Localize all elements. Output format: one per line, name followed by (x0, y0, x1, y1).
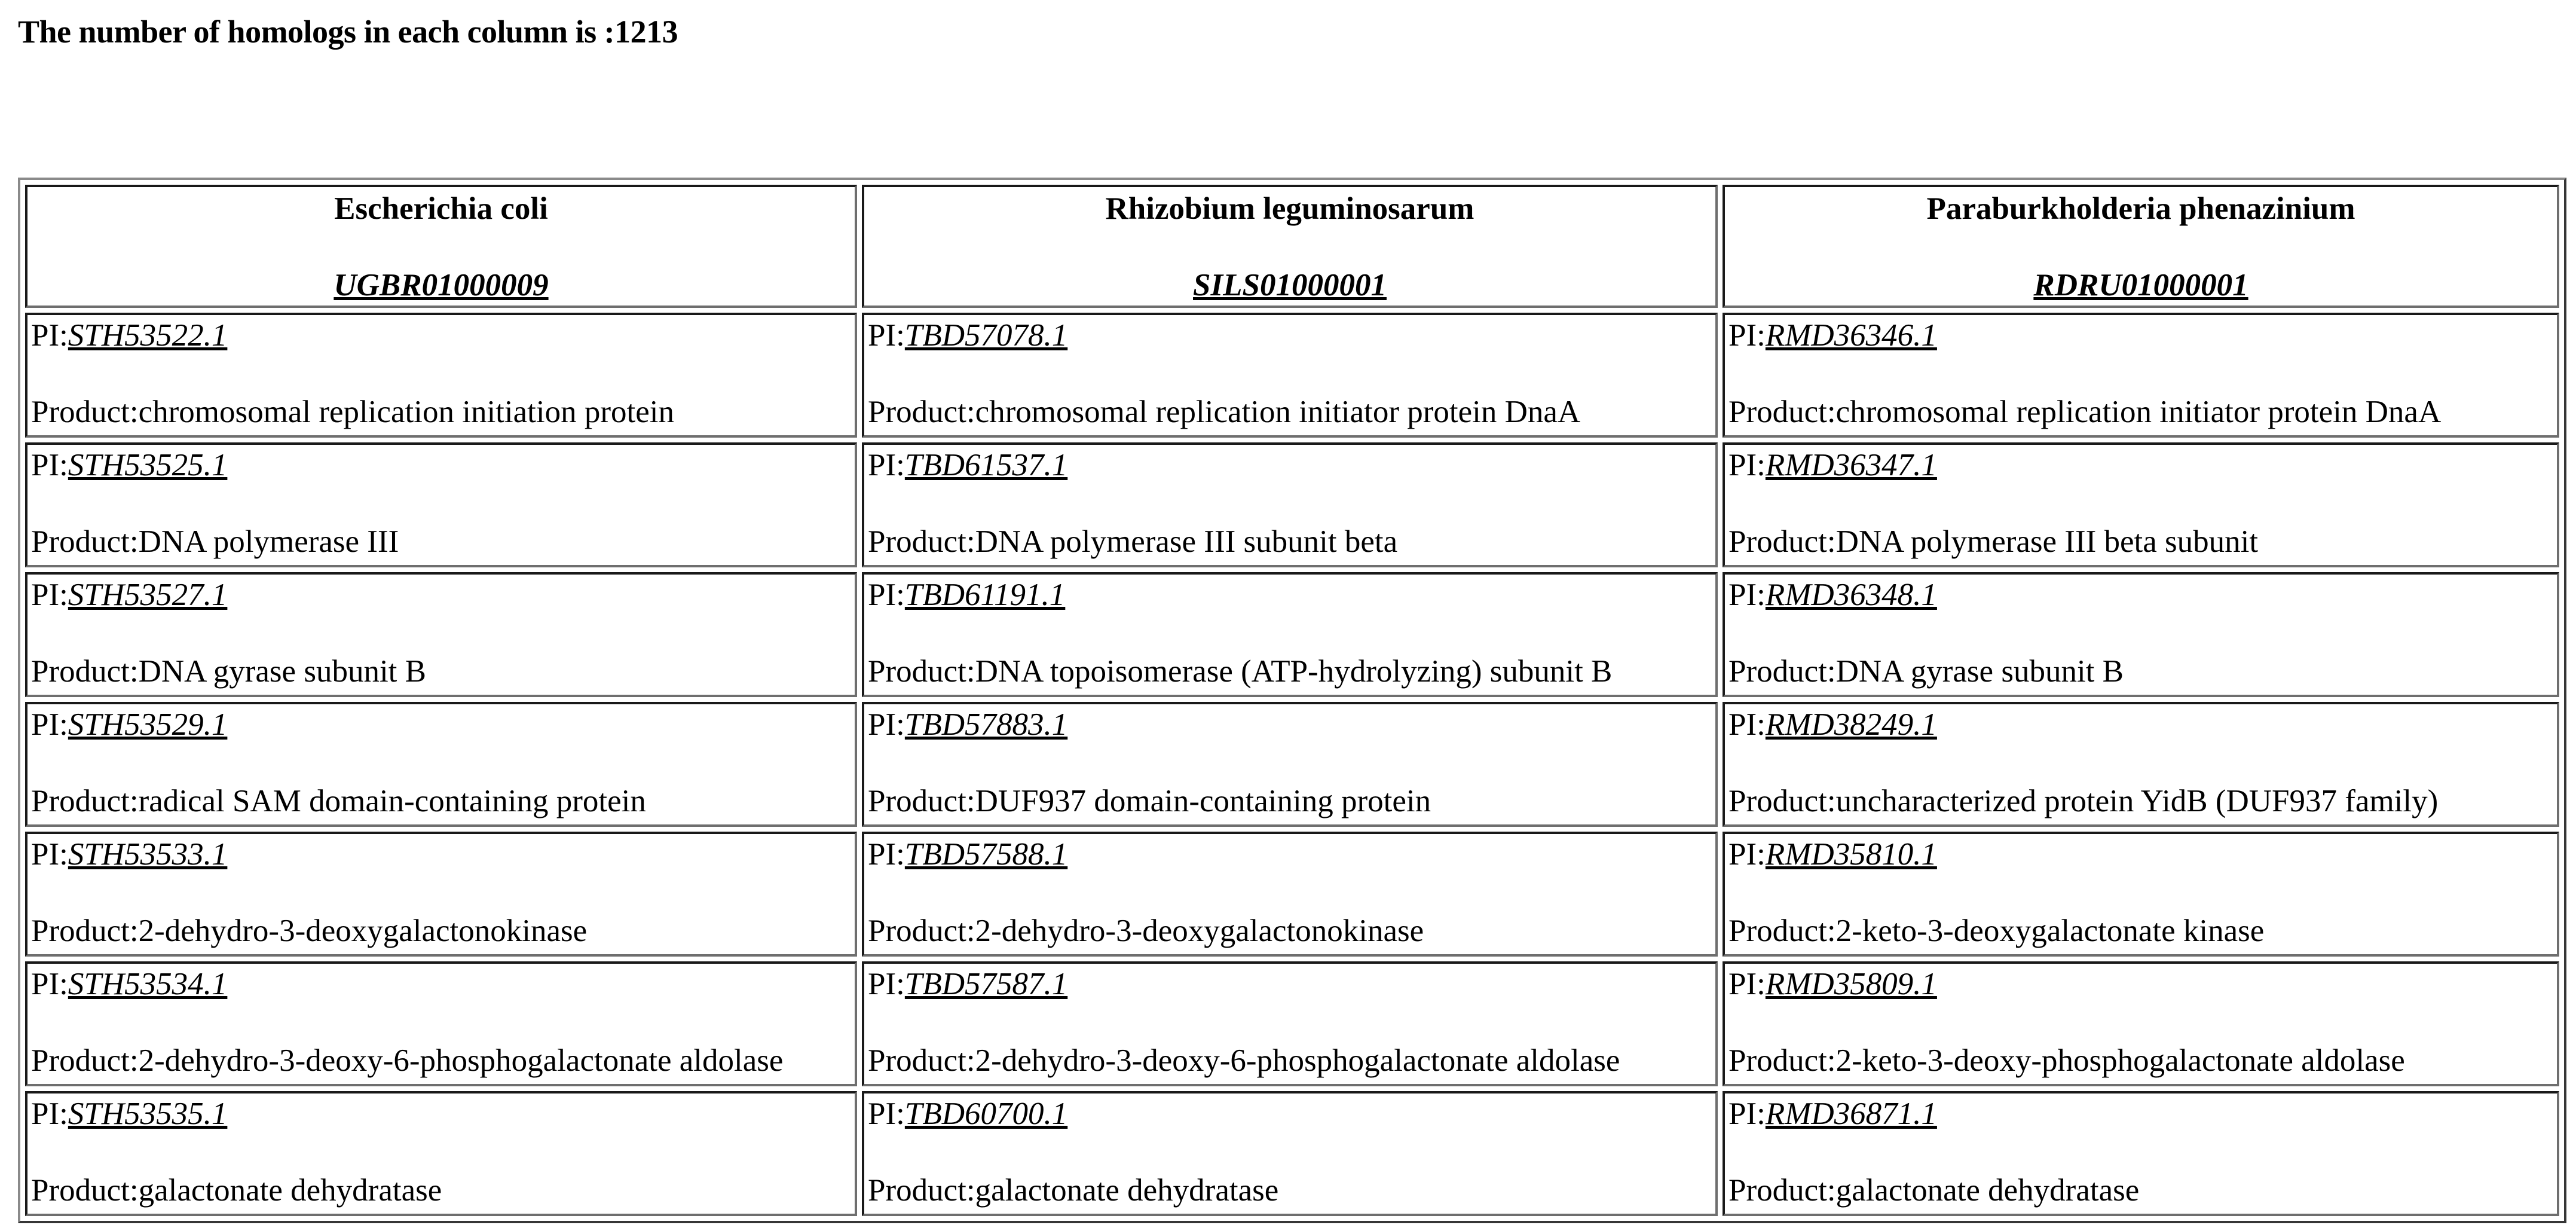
species-name: Paraburkholderia phenazinium (1926, 191, 2355, 226)
protein-id-link[interactable]: TBD61191.1 (904, 578, 1066, 612)
species-name: Rhizobium leguminosarum (1105, 191, 1474, 226)
product-name: chromosomal replication initiator protein DnaA (975, 395, 1581, 429)
protein-id-link[interactable]: RMD38249.1 (1765, 707, 1937, 742)
pi-label: PI: (868, 1096, 905, 1131)
protein-id-link[interactable]: RMD36871.1 (1765, 1096, 1937, 1131)
product-label: Product: (31, 395, 139, 429)
spacer (1728, 1133, 2553, 1171)
homolog-cell (862, 961, 1718, 1086)
homolog-cell (862, 702, 1718, 827)
pi-label: PI: (868, 448, 905, 482)
protein-id-link[interactable]: STH53533.1 (68, 837, 228, 872)
product-name: DNA gyrase subunit B (138, 654, 427, 689)
genome-accession-link[interactable]: SILS01000001 (1193, 268, 1387, 303)
pi-label: PI: (31, 967, 68, 1001)
product-label: Product: (868, 914, 975, 948)
product-name: galactonate dehydratase (138, 1173, 442, 1208)
product-label: Product: (1728, 1043, 1836, 1078)
pi-label: PI: (868, 967, 905, 1001)
table-header-row (25, 185, 2559, 308)
product-name: DNA polymerase III beta subunit (1835, 524, 2259, 559)
product-label: Product: (1728, 654, 1836, 689)
product-name: chromosomal replication initiator protein DnaA (1835, 395, 2442, 429)
product-name: 2-dehydro-3-deoxygalactonokinase (975, 914, 1424, 948)
product-name: chromosomal replication initiation protein (138, 395, 674, 429)
pi-label: PI: (1728, 707, 1766, 742)
product-name: 2-dehydro-3-deoxy-6-phosphogalactonate aldolase (138, 1043, 784, 1078)
spacer (1728, 484, 2553, 523)
spacer (31, 355, 851, 393)
product-label: Product: (868, 524, 975, 559)
spacer (1728, 1003, 2553, 1041)
spacer (868, 484, 1712, 523)
protein-id-link[interactable]: RMD35809.1 (1765, 967, 1937, 1001)
homolog-cell (862, 1091, 1718, 1216)
product-name: galactonate dehydratase (975, 1173, 1279, 1208)
spacer (31, 873, 851, 912)
product-name: 2-keto-3-deoxygalactonate kinase (1835, 914, 2265, 948)
protein-id-link[interactable]: RMD36346.1 (1765, 318, 1937, 353)
spacer (1728, 355, 2553, 393)
protein-id-link[interactable]: TBD57078.1 (904, 318, 1068, 353)
species-name: Escherichia coli (334, 191, 548, 226)
pi-label: PI: (31, 837, 68, 872)
protein-id-link[interactable]: TBD57587.1 (904, 967, 1068, 1001)
column-header (1723, 185, 2559, 308)
page-title: The number of homologs in each column is :1213 (18, 14, 678, 50)
product-label: Product: (1728, 395, 1836, 429)
spacer (31, 744, 851, 782)
homolog-cell (25, 313, 857, 438)
homolog-table (18, 178, 2566, 1223)
product-label: Product: (31, 654, 139, 689)
column-header (25, 185, 857, 308)
table-row (25, 313, 2559, 438)
product-label: Product: (868, 784, 975, 818)
spacer (31, 484, 851, 523)
homolog-cell (1723, 442, 2559, 567)
product-name: 2-dehydro-3-deoxygalactonokinase (138, 914, 588, 948)
protein-id-link[interactable]: RMD36347.1 (1765, 448, 1937, 482)
protein-id-link[interactable]: RMD36348.1 (1765, 578, 1937, 612)
table-row (25, 702, 2559, 827)
product-label: Product: (868, 654, 975, 689)
pi-label: PI: (1728, 578, 1766, 612)
table-row (25, 572, 2559, 697)
product-name: DNA gyrase subunit B (1835, 654, 2124, 689)
product-name: DNA polymerase III (138, 524, 399, 559)
product-label: Product: (31, 1043, 139, 1078)
product-name: uncharacterized protein YidB (DUF937 family) (1835, 784, 2439, 818)
homolog-cell (1723, 961, 2559, 1086)
table-row (25, 961, 2559, 1086)
pi-label: PI: (1728, 967, 1766, 1001)
homolog-cell (862, 572, 1718, 697)
product-name: DUF937 domain-containing protein (975, 784, 1431, 818)
pi-label: PI: (31, 707, 68, 742)
pi-label: PI: (868, 578, 905, 612)
product-label: Product: (31, 524, 139, 559)
protein-id-link[interactable]: STH53525.1 (68, 448, 228, 482)
pi-label: PI: (868, 837, 905, 872)
spacer (1728, 614, 2553, 652)
homolog-cell (25, 702, 857, 827)
protein-id-link[interactable]: STH53527.1 (68, 578, 228, 612)
protein-id-link[interactable]: STH53535.1 (68, 1096, 228, 1131)
table-body (25, 313, 2559, 1216)
spacer (868, 1003, 1712, 1041)
pi-label: PI: (31, 448, 68, 482)
protein-id-link[interactable]: STH53534.1 (68, 967, 228, 1001)
homolog-cell (862, 832, 1718, 957)
spacer (868, 1133, 1712, 1171)
homolog-cell (25, 961, 857, 1086)
product-label: Product: (1728, 914, 1836, 948)
product-label: Product: (1728, 784, 1836, 818)
pi-label: PI: (868, 707, 905, 742)
protein-id-link[interactable]: STH53522.1 (68, 318, 228, 353)
table-row (25, 442, 2559, 567)
pi-label: PI: (31, 318, 68, 353)
spacer (31, 1133, 851, 1171)
homolog-cell (1723, 313, 2559, 438)
product-name: galactonate dehydratase (1835, 1173, 2140, 1208)
homolog-cell (25, 572, 857, 697)
table-row (25, 832, 2559, 957)
product-name: radical SAM domain-containing protein (138, 784, 646, 818)
spacer (868, 744, 1712, 782)
spacer (868, 873, 1712, 912)
protein-id-link[interactable]: STH53529.1 (68, 707, 228, 742)
product-label: Product: (31, 914, 139, 948)
homolog-cell (1723, 832, 2559, 957)
pi-label: PI: (31, 1096, 68, 1131)
homolog-cell (862, 442, 1718, 567)
homolog-cell (1723, 1091, 2559, 1216)
homolog-cell (25, 832, 857, 957)
pi-label: PI: (1728, 448, 1766, 482)
homolog-cell (1723, 572, 2559, 697)
product-label: Product: (1728, 524, 1836, 559)
protein-id-link[interactable]: TBD57588.1 (904, 837, 1068, 872)
spacer (868, 355, 1712, 393)
product-label: Product: (31, 784, 139, 818)
product-name: DNA topoisomerase (ATP-hydrolyzing) subunit B (975, 654, 1613, 689)
protein-id-link[interactable]: RMD35810.1 (1765, 837, 1937, 872)
pi-label: PI: (31, 578, 68, 612)
spacer (31, 614, 851, 652)
product-name: 2-keto-3-deoxy-phosphogalactonate aldolase (1835, 1043, 2405, 1078)
homolog-cell (1723, 702, 2559, 827)
genome-accession-link[interactable]: RDRU01000001 (2033, 268, 2248, 303)
product-name: DNA polymerase III subunit beta (975, 524, 1398, 559)
column-header (862, 185, 1718, 308)
protein-id-link[interactable]: TBD57883.1 (904, 707, 1068, 742)
spacer (1728, 873, 2553, 912)
pi-label: PI: (1728, 837, 1766, 872)
pi-label: PI: (1728, 318, 1766, 353)
table-row (25, 1091, 2559, 1216)
spacer (1728, 744, 2553, 782)
homolog-cell (25, 1091, 857, 1216)
product-label: Product: (31, 1173, 139, 1208)
spacer (31, 1003, 851, 1041)
protein-id-link[interactable]: TBD60700.1 (904, 1096, 1068, 1131)
product-label: Product: (868, 1173, 975, 1208)
homolog-cell (25, 442, 857, 567)
product-label: Product: (1728, 1173, 1836, 1208)
protein-id-link[interactable]: TBD61537.1 (904, 448, 1068, 482)
product-name: 2-dehydro-3-deoxy-6-phosphogalactonate aldolase (975, 1043, 1620, 1078)
product-label: Product: (868, 395, 975, 429)
pi-label: PI: (1728, 1096, 1766, 1131)
spacer (868, 614, 1712, 652)
pi-label: PI: (868, 318, 905, 353)
genome-accession-link[interactable]: UGBR01000009 (334, 268, 549, 303)
product-label: Product: (868, 1043, 975, 1078)
homolog-cell (862, 313, 1718, 438)
